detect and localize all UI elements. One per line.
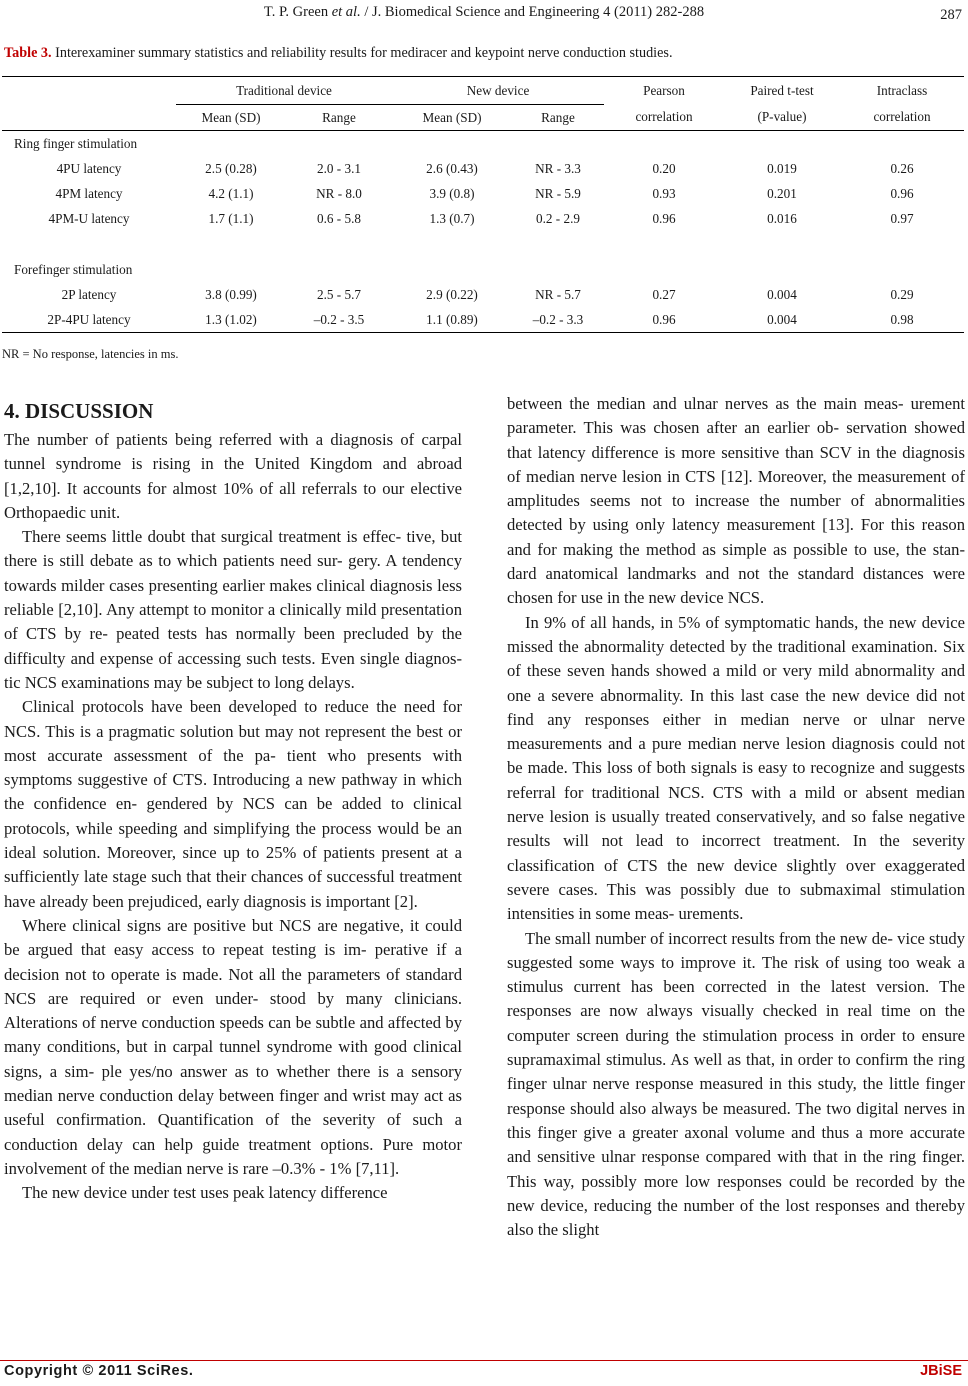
table-cell: 2.5 (0.28) [205, 160, 257, 176]
header-traditional-device: Traditional device [176, 77, 392, 105]
paragraph: Where clinical signs are positive but NCS are negative, it could be argued that easy access to repeat testing is im- perative if a decision not to operate is made. Not all the parameters of standard NCS are required or even under- stood by many clinicians. Alterations of nerve conduction speeds can be subtle and affected by many conditions, but in carpal tunnel syndrome with good clinical signs, a sim- ple yes/no answer as to whether there is a sensory median nerve conduction delay between finger and wrist may act as useful confirmation. Quantification of the severity of such a conduction delay can help guide treatment options. Pure motor involvement of the median nerve is rare –0.3% - 1% [7,11]. [4, 915, 462, 1178]
table-header-row-2 [2, 105, 964, 131]
section-title-forefinger: Forefinger stimulation [14, 261, 133, 277]
table-cell: 0.98 [840, 307, 964, 333]
row-label: 4PM latency [55, 185, 123, 201]
right-column [507, 392, 965, 1242]
running-journal: / J. Biomedical Science and Engineering 4 (2011) 282-288 [360, 4, 705, 20]
table-cell: 2.5 - 5.7 [317, 286, 361, 302]
table-cell: 0.97 [890, 210, 914, 226]
row-label: 2P-4PU latency [2, 307, 176, 333]
paragraph: The new device under test uses peak latency difference [22, 1183, 388, 1203]
section-row [2, 131, 964, 157]
table-cell: 0.93 [652, 185, 676, 201]
table-cell: 0.20 [652, 160, 676, 176]
header-paired-t-test: Paired t-test [724, 77, 840, 105]
table-cell: 3.8 (0.99) [205, 286, 257, 302]
table-cell: 2.6 (0.43) [426, 160, 478, 176]
table-cell: 1.3 (1.02) [176, 307, 286, 333]
paragraph: The number of patients being referred with a diagnosis of carpal tunnel syndrome is rising in the United Kingdom and abroad [1,2,10]. It accounts for almost 10% of all referrals to our elective Orthopaedic unit. [4, 430, 462, 522]
paragraph: between the median and ulnar nerves as the main meas- urement parameter. This was chosen after an earlier ob- servation showed that latency difference is more sensitive than SCV in the diagnosis of median nerve lesion in CTS [12]. Moreover, the measurement of amplitudes seems not to increase the number of abnormalities detected by using only latency measurement [13]. For this reason and for making the method as simple as possible to use, the stan- dard anatomical landmarks and not the standard distances were chosen for use in the new device NCS. [507, 394, 965, 608]
table-cell: 4.2 (1.1) [208, 185, 254, 201]
table-row [2, 181, 964, 206]
row-label: 4PU latency [56, 160, 122, 176]
row-label: 4PM-U latency [48, 210, 130, 226]
row-label: 2P latency [61, 286, 117, 302]
table-cell: 0.004 [767, 286, 797, 302]
running-header [0, 4, 968, 28]
subheader-intraclass: correlation [873, 109, 931, 125]
table-cell: 0.96 [890, 185, 914, 201]
table-cell: 0.016 [767, 210, 797, 226]
footer-rule [0, 1360, 968, 1361]
page-number: 287 [940, 7, 962, 23]
page-footer [0, 1360, 968, 1382]
table-cell: 0.6 - 5.8 [317, 210, 361, 226]
paragraph: In 9% of all hands, in 5% of symptomatic hands, the new device missed the abnormality detected by the traditional examination. Six of these seven hands showed a mild or very mild abnormality and one a severe abnormality. In this last case the new device did not find any responses either in median nerve or ulnar nerve measurements and a pure median nerve lesion diagnosis could not be made. This loss of both signals is easy to recognize and suggests referral for traditional NCS. CTS with a mild or absent median nerve lesion is usually treated conservatively, and so false negative results will not lead to incorrect treatment. In the severity classification of CTS the new device slightly over exaggerated severe cases. This was possibly due to submaximal stimulation intensities in some meas- urements. [507, 612, 965, 924]
table-cell: –0.2 - 3.3 [512, 307, 604, 333]
table-cell: 2.0 - 3.1 [317, 160, 361, 176]
table-cell: 0.201 [767, 185, 797, 201]
table-spacer [2, 231, 964, 257]
running-title [0, 4, 968, 21]
table-cell: 3.9 (0.8) [429, 185, 475, 201]
header-pearson: Pearson [604, 77, 724, 105]
table-cell: 0.29 [890, 286, 914, 302]
running-etal: et al. [331, 4, 361, 20]
table-row [2, 282, 964, 307]
paragraph: Clinical protocols have been developed to reduce the need for NCS. This is a pragmatic solution but may not represent the best or most accurate assessment of the pa- tient who presents with symptoms suggestive of CTS. Introducing a new pathway in which the confidence en- gendered by NCS can be added to clinical protocols, while speeding and simplifying the process would be an ideal solution. Moreover, since up to 25% of patients present at a sufficiently late stage such that their chances of successful treatment have already been prejudiced, early diagnosis is important [2]. [4, 697, 462, 911]
table-cell: 1.3 (0.7) [429, 210, 475, 226]
table-footnote: NR = No response, latencies in ms. [2, 347, 179, 361]
copyright: Copyright © 2011 SciRes. [4, 1363, 194, 1379]
table-cell: NR - 5.9 [535, 185, 581, 201]
paragraph: There seems little doubt that surgical treatment is effec- tive, but there is still debate as to which patients need sur- gery. A tendency towards milder cases presenting earlier makes clinical diagnosis less reliable [2,10]. Any attempt to monitor a clinically mild presentation of CTS by re- peated tests has normally been precluded by the difficulty and expense of accessing such tests. Even single diagnos- tic NCS examinations may be subject to long delays. [4, 527, 462, 692]
table-caption-text: Interexaminer summary statistics and reliability results for mediracer and keypoint nerve conduction studies. [55, 45, 673, 61]
table-cell: 0.27 [652, 286, 676, 302]
header-intraclass: Intraclass [840, 77, 964, 105]
table-row [2, 156, 964, 181]
table-cell: NR - 5.7 [535, 286, 581, 302]
paragraph: The small number of incorrect results from the new de- vice study suggested some ways to improve it. The risk of using too weak a stimulus current has been corrected in the latest version. The responses are now always visually checked in real time on the computer screen during the stimulation process in order to ensure supramaximal stimulus. As well as that, in order to confirm the ring finger ulnar nerve response measured in this study, the little finger response should also always be measured. The two digital nerves in this finger give a greater axonal volume and thus a more accurate and sensitive ulnar response compared with that in the ring finger. This way, possibly more low responses could be recorded by the new device, reducing the number of the lost responses and thereby also the slight [507, 928, 965, 1240]
table-header-row-1 [2, 77, 964, 105]
table-cell: 0.004 [724, 307, 840, 333]
table-cell: 1.7 (1.1) [208, 210, 254, 226]
section-heading: 4. DISCUSSION [4, 399, 154, 423]
section-title-ring: Ring finger stimulation [14, 135, 138, 151]
running-authors: T. P. Green [263, 4, 332, 20]
table-cell: 0.26 [890, 160, 914, 176]
journal-abbrev: JBiSE [920, 1363, 962, 1379]
subheader-trad-range: Range [322, 109, 356, 125]
subheader-trad-mean: Mean (SD) [201, 109, 261, 125]
table-cell: NR - 3.3 [535, 160, 581, 176]
table-row [2, 206, 964, 231]
section-row [2, 257, 964, 282]
table-label: Table 3. [4, 45, 52, 61]
table-cell: 0.96 [652, 210, 676, 226]
table-cell: 2.9 (0.22) [426, 286, 478, 302]
subheader-pvalue: (P-value) [757, 109, 807, 125]
table-cell: 0.96 [604, 307, 724, 333]
results-table [2, 76, 964, 333]
table-row [2, 307, 964, 333]
header-new-device: New device [392, 77, 604, 105]
subheader-new-mean: Mean (SD) [422, 109, 482, 125]
subheader-new-range: Range [541, 109, 575, 125]
subheader-pearson: correlation [635, 109, 693, 125]
table-cell: –0.2 - 3.5 [286, 307, 392, 333]
table-cell: NR - 8.0 [316, 185, 362, 201]
table-caption [4, 45, 964, 62]
left-column [4, 390, 462, 1206]
table-cell: 0.2 - 2.9 [536, 210, 580, 226]
table-cell: 0.019 [767, 160, 797, 176]
table-cell: 1.1 (0.89) [392, 307, 512, 333]
